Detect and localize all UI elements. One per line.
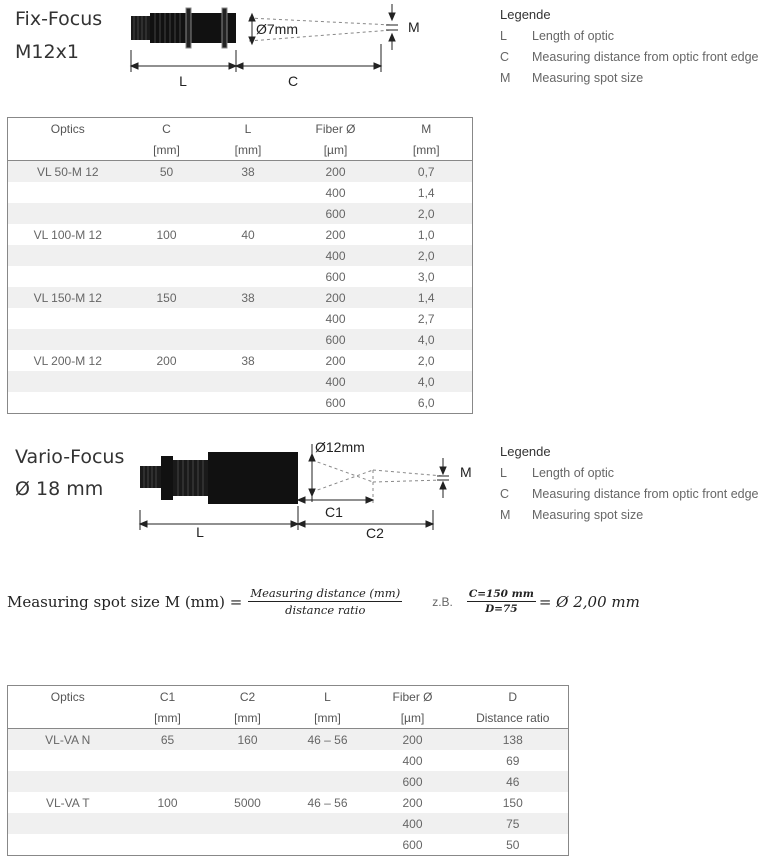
fix-legend-row: M Measuring spot size <box>500 70 644 85</box>
vario-focus-title: Vario-Focus <box>15 446 125 468</box>
table-cell <box>128 329 206 350</box>
vario-c1-dimension-label: C1 <box>325 504 343 520</box>
unit-cell: [mm] <box>206 139 291 161</box>
table-cell: VL-VA T <box>45 795 90 810</box>
table-cell: 400 <box>325 185 346 200</box>
unit-cell: [mm] <box>128 707 208 729</box>
table-cell <box>206 308 291 329</box>
table-cell <box>8 308 128 329</box>
table-cell: 2,0 <box>417 353 435 368</box>
table-cell: 46 – 56 <box>307 795 348 810</box>
table-row <box>8 182 473 203</box>
vario-optic-body <box>140 452 298 504</box>
table-cell: 600 <box>368 771 458 792</box>
table-cell: 100 <box>157 795 178 810</box>
table-row <box>8 287 473 308</box>
table-cell: 600 <box>291 203 381 224</box>
header-cell: L <box>324 689 331 704</box>
table-cell: 1,0 <box>417 227 435 242</box>
table-cell: 400 <box>291 245 381 266</box>
fix-focus-subtitle: M12x1 <box>15 41 79 63</box>
formula-example-label: z.B. <box>432 594 453 609</box>
table-cell <box>128 371 206 392</box>
unit-cell: [mm] <box>381 139 473 161</box>
table-row <box>8 834 569 856</box>
vario-table-body <box>8 729 569 856</box>
table-cell: 50 <box>506 837 520 852</box>
table-cell: VL-VA N <box>8 729 128 751</box>
table-cell <box>8 329 128 350</box>
table-cell: 4,0 <box>381 329 473 350</box>
unit-cell: [mm] <box>288 707 368 729</box>
table-cell <box>206 329 291 350</box>
table-cell <box>208 771 288 792</box>
formula-lhs: Measuring spot size M (mm) = <box>7 592 243 611</box>
vario-c2-dimension-label: C2 <box>366 525 384 541</box>
table-cell <box>206 371 291 392</box>
vario-m-label: M <box>460 464 472 480</box>
header-cell: Optics <box>50 689 85 704</box>
table-cell: 69 <box>506 753 520 768</box>
table-cell <box>288 813 368 834</box>
table-cell: 600 <box>291 329 381 350</box>
header-cell: C <box>162 121 171 136</box>
table-cell: 100 <box>156 227 177 242</box>
table-cell <box>128 750 208 771</box>
fix-dimension-lines <box>131 44 381 72</box>
table-cell <box>8 203 128 224</box>
table-cell: 6,0 <box>417 395 435 410</box>
table-row <box>8 792 569 813</box>
table-cell: VL 200-M 12 <box>33 353 102 368</box>
table-cell: 65 <box>128 729 208 751</box>
vario-focus-table <box>7 685 569 856</box>
table-row <box>8 266 473 287</box>
unit-cell: Distance ratio <box>458 707 569 729</box>
header-cell: L <box>244 121 252 136</box>
table-cell: VL 100-M 12 <box>33 227 102 242</box>
vario-legend <box>500 441 759 525</box>
table-row <box>8 750 569 771</box>
table-cell: 38 <box>241 353 255 368</box>
table-cell: 2,0 <box>381 203 473 224</box>
vario-spot-marker <box>437 458 449 498</box>
table-cell: 2,0 <box>381 245 473 266</box>
vario-legend-row: C Measuring distance from optic front edge <box>500 486 759 501</box>
table-cell <box>8 771 128 792</box>
table-row <box>8 203 473 224</box>
table-cell: 1,4 <box>417 185 435 200</box>
spot-size-formula <box>7 586 640 617</box>
table-header-row <box>8 686 569 708</box>
table-row <box>8 392 473 414</box>
header-cell: Fiber Ø <box>392 689 433 704</box>
table-cell <box>8 750 128 771</box>
fix-c-dimension-label: C <box>287 73 299 89</box>
table-cell: 200 <box>325 353 346 368</box>
fix-diameter-label: Ø7mm <box>256 21 298 37</box>
table-cell: 600 <box>325 269 346 284</box>
vario-legend-title: Legende <box>500 444 551 459</box>
fix-focus-diagram <box>0 0 490 100</box>
table-cell: 160 <box>208 729 288 751</box>
header-cell: Fiber Ø <box>315 121 356 136</box>
table-cell: 600 <box>325 395 346 410</box>
table-cell <box>128 182 206 203</box>
table-cell <box>208 750 288 771</box>
table-cell: 400 <box>368 813 458 834</box>
table-cell <box>288 750 368 771</box>
table-cell: 200 <box>291 287 381 308</box>
table-row <box>8 161 473 183</box>
table-cell: 200 <box>368 729 458 751</box>
table-cell: VL 50-M 12 <box>8 161 128 183</box>
header-cell: D <box>508 689 518 704</box>
table-cell: 3,0 <box>417 269 435 284</box>
header-cell: C1 <box>159 689 176 704</box>
table-row <box>8 813 569 834</box>
table-cell: 150 <box>128 287 206 308</box>
formula-denominator: distance ratio <box>285 603 366 617</box>
vario-focus-subtitle: Ø 18 mm <box>15 478 104 500</box>
formula-example-denominator: D=75 <box>485 603 518 615</box>
table-row <box>8 308 473 329</box>
fix-optic-body <box>131 8 236 48</box>
vario-legend-row: L Length of optic <box>500 465 615 480</box>
formula-example-fraction <box>467 588 536 615</box>
table-cell: 2,7 <box>417 311 435 326</box>
fix-legend-title: Legende <box>500 7 551 22</box>
table-row <box>8 729 569 751</box>
table-cell <box>288 834 368 856</box>
table-units-row <box>8 707 569 729</box>
table-header-row <box>8 118 473 140</box>
fix-legend-row: L Length of optic <box>500 28 615 43</box>
fix-diameter-marker <box>249 14 255 44</box>
table-cell: 400 <box>325 311 346 326</box>
table-cell: 150 <box>502 795 523 810</box>
table-row <box>8 371 473 392</box>
table-cell <box>128 392 206 414</box>
table-cell <box>128 308 206 329</box>
unit-cell <box>8 139 128 161</box>
table-cell <box>128 771 208 792</box>
table-cell <box>8 834 128 856</box>
unit-cell: [mm] <box>208 707 288 729</box>
table-cell <box>208 834 288 856</box>
table-cell: 400 <box>291 371 381 392</box>
table-cell: 0,7 <box>381 161 473 183</box>
vario-diameter-label: Ø12mm <box>315 439 365 455</box>
fix-focus-title: Fix-Focus <box>15 8 103 30</box>
header-cell: C2 <box>239 689 256 704</box>
table-cell: 46 <box>458 771 569 792</box>
table-cell: 200 <box>325 227 346 242</box>
unit-cell: [mm] <box>128 139 206 161</box>
table-row <box>8 350 473 371</box>
table-cell: 200 <box>402 795 423 810</box>
table-cell <box>128 245 206 266</box>
table-cell: 50 <box>128 161 206 183</box>
formula-example-numerator: C=150 mm <box>468 588 534 600</box>
table-row <box>8 245 473 266</box>
table-cell: 40 <box>241 227 255 242</box>
table-cell: 75 <box>458 813 569 834</box>
vario-focus-diagram <box>0 430 490 545</box>
table-cell: 400 <box>402 753 423 768</box>
table-row <box>8 224 473 245</box>
table-cell <box>208 813 288 834</box>
table-cell: 600 <box>402 837 423 852</box>
formula-fraction <box>248 586 402 617</box>
table-cell <box>206 392 291 414</box>
table-cell <box>8 813 128 834</box>
table-cell: 46 – 56 <box>288 729 368 751</box>
table-cell: 38 <box>206 287 291 308</box>
table-cell <box>206 266 291 287</box>
table-cell <box>206 203 291 224</box>
table-cell: 1,4 <box>381 287 473 308</box>
table-units-row <box>8 139 473 161</box>
unit-cell: [µm] <box>368 707 458 729</box>
formula-numerator: Measuring distance (mm) <box>250 586 401 600</box>
table-cell <box>128 266 206 287</box>
header-cell: Optics <box>50 121 85 136</box>
table-row <box>8 771 569 792</box>
unit-cell <box>8 707 128 729</box>
vario-beam <box>312 460 443 506</box>
header-cell: M <box>421 121 432 136</box>
unit-cell: [µm] <box>291 139 381 161</box>
table-cell <box>8 266 128 287</box>
table-cell <box>206 182 291 203</box>
fix-spot-marker <box>386 4 398 50</box>
table-cell: 200 <box>156 353 177 368</box>
table-cell <box>206 245 291 266</box>
table-cell <box>288 771 368 792</box>
table-row <box>8 329 473 350</box>
table-cell <box>128 834 208 856</box>
table-cell <box>8 371 128 392</box>
table-cell <box>8 245 128 266</box>
fix-l-dimension-label: L <box>179 73 187 89</box>
table-cell: 138 <box>458 729 569 751</box>
vario-l-dimension-label: L <box>196 524 204 540</box>
vario-legend-row: M Measuring spot size <box>500 507 644 522</box>
fix-legend-row: C Measuring distance from optic front edge <box>500 49 759 64</box>
formula-result: = Ø 2,00 mm <box>538 592 640 611</box>
fix-focus-table <box>7 117 473 414</box>
table-cell: 200 <box>291 161 381 183</box>
table-cell: VL 150-M 12 <box>8 287 128 308</box>
table-cell <box>8 392 128 414</box>
table-cell: 4,0 <box>381 371 473 392</box>
table-cell: 38 <box>206 161 291 183</box>
table-cell <box>8 182 128 203</box>
table-cell <box>128 813 208 834</box>
fix-m-label: M <box>408 19 420 35</box>
fix-legend <box>500 4 759 88</box>
table-cell <box>128 203 206 224</box>
table-cell: 5000 <box>234 795 261 810</box>
fix-table-body <box>8 161 473 414</box>
